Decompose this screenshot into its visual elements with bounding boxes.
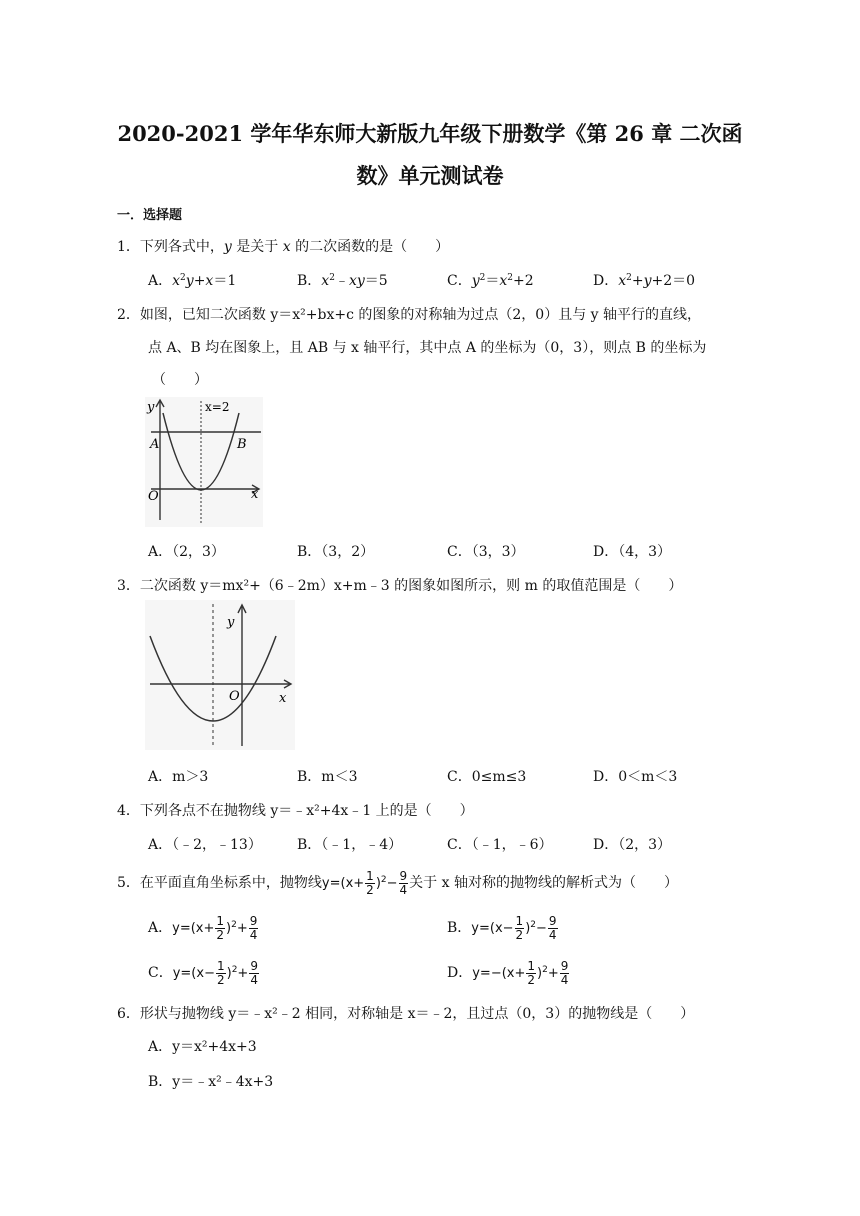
q2-option-d[interactable]: D．（4，3）: [593, 544, 672, 560]
origin-label: O: [148, 489, 159, 504]
q5-option-b[interactable]: B．y=(x− $\frac{1}{2}$ )$^2$− $\frac{9}{4}$: [447, 914, 557, 942]
q3-option-a[interactable]: A．m＞3: [148, 769, 209, 785]
q2-option-a[interactable]: A．（2，3）: [148, 544, 225, 560]
origin-label: O: [229, 689, 240, 704]
y-axis-label: y: [227, 615, 235, 630]
q5-option-d[interactable]: D．y=−(x+ $\frac{1}{2}$ )$^2$+ $\frac{9}{4}$: [447, 959, 569, 987]
q3-option-b[interactable]: B．m＜3: [297, 769, 358, 785]
question-2-line-3: （ ）: [152, 372, 208, 388]
q2-option-c[interactable]: C．（3，3）: [447, 544, 525, 560]
x-axis-label: x: [251, 487, 259, 502]
q1-option-c[interactable]: C．$y^2=x^2+2$: [447, 273, 534, 289]
q4-option-d[interactable]: D．（2，3）: [593, 837, 672, 853]
q6-option-a[interactable]: A．y＝x²+4x+3: [148, 1039, 257, 1055]
q3-parabola-graph: [145, 600, 295, 750]
point-a-label: A: [150, 437, 160, 452]
q6-option-b[interactable]: B．y＝﹣x²﹣4x+3: [148, 1074, 274, 1090]
q4-option-a[interactable]: A．（﹣2，﹣13）: [148, 837, 262, 853]
question-1: 1．下列各式中，y 是关于 x 的二次函数的是（ ）: [117, 239, 450, 255]
question-4: 4．下列各点不在抛物线 y＝﹣x²+4x﹣1 上的是（ ）: [117, 803, 474, 819]
q4-option-b[interactable]: B．（﹣1，﹣4）: [297, 837, 403, 853]
question-6: 6．形状与抛物线 y＝﹣x²﹣2 相同，对称轴是 x＝﹣2，且过点（0，3）的抛物线是（ ）: [117, 1006, 695, 1022]
question-5: 5．在平面直角坐标系中，抛物线y=(x+ $\frac{1}{2}$ )$^2$− $\frac{9}{4}$ 关于 x 轴对称的抛物线的解析式为（ ）: [117, 869, 678, 897]
document-title-line-1: 2020-2021 学年华东师大新版九年级下册数学《第 26 章 二次函: [117, 121, 743, 146]
section-heading: 一．选择题: [117, 208, 183, 223]
q4-option-c[interactable]: C．（﹣1，﹣6）: [447, 837, 553, 853]
q2-option-b[interactable]: B．（3，2）: [297, 544, 375, 560]
q1-option-b[interactable]: B．$x^2﹣xy=5$: [297, 273, 388, 289]
question-2-line-2: 点 A、B 均在图象上，且 AB 与 x 轴平行，其中点 A 的坐标为（0，3），则点 B 的坐标为: [148, 340, 707, 356]
q5-given-parabola-formula: y=(x+ $\frac{1}{2}$ )$^2$− $\frac{9}{4}$: [321, 869, 408, 897]
y-axis-label: y: [147, 400, 155, 415]
q5-option-a[interactable]: A．y=(x+ $\frac{1}{2}$ )$^2$+ $\frac{9}{4}$: [148, 914, 258, 942]
q3-option-d[interactable]: D．0＜m＜3: [593, 769, 678, 785]
q3-option-c[interactable]: C．0≤m≤3: [447, 769, 527, 785]
axis-of-symmetry-label: x=2: [205, 400, 230, 414]
q2-parabola-graph: [145, 397, 263, 527]
question-3: 3．二次函数 y＝mx²+（6﹣2m）x+m﹣3 的图象如图所示，则 m 的取值范围是（ ）: [117, 578, 683, 594]
q1-option-d[interactable]: D．$x^2+y+2=0$: [593, 273, 696, 289]
question-number: 1．: [117, 239, 140, 255]
document-title-line-2: 数》单元测试卷: [356, 163, 504, 188]
q1-option-a[interactable]: A．$x^2y+x=1$: [148, 273, 237, 289]
question-2-line-1: 2．如图，已知二次函数 y＝x²+bx+c 的图象的对称轴为过点（2，0）且与 y 轴平行的直线，: [117, 307, 702, 323]
x-axis-label: x: [279, 691, 287, 706]
q5-option-c[interactable]: C．y=(x− $\frac{1}{2}$ )$^2$+ $\frac{9}{4}$: [148, 959, 258, 987]
point-b-label: B: [237, 437, 247, 452]
